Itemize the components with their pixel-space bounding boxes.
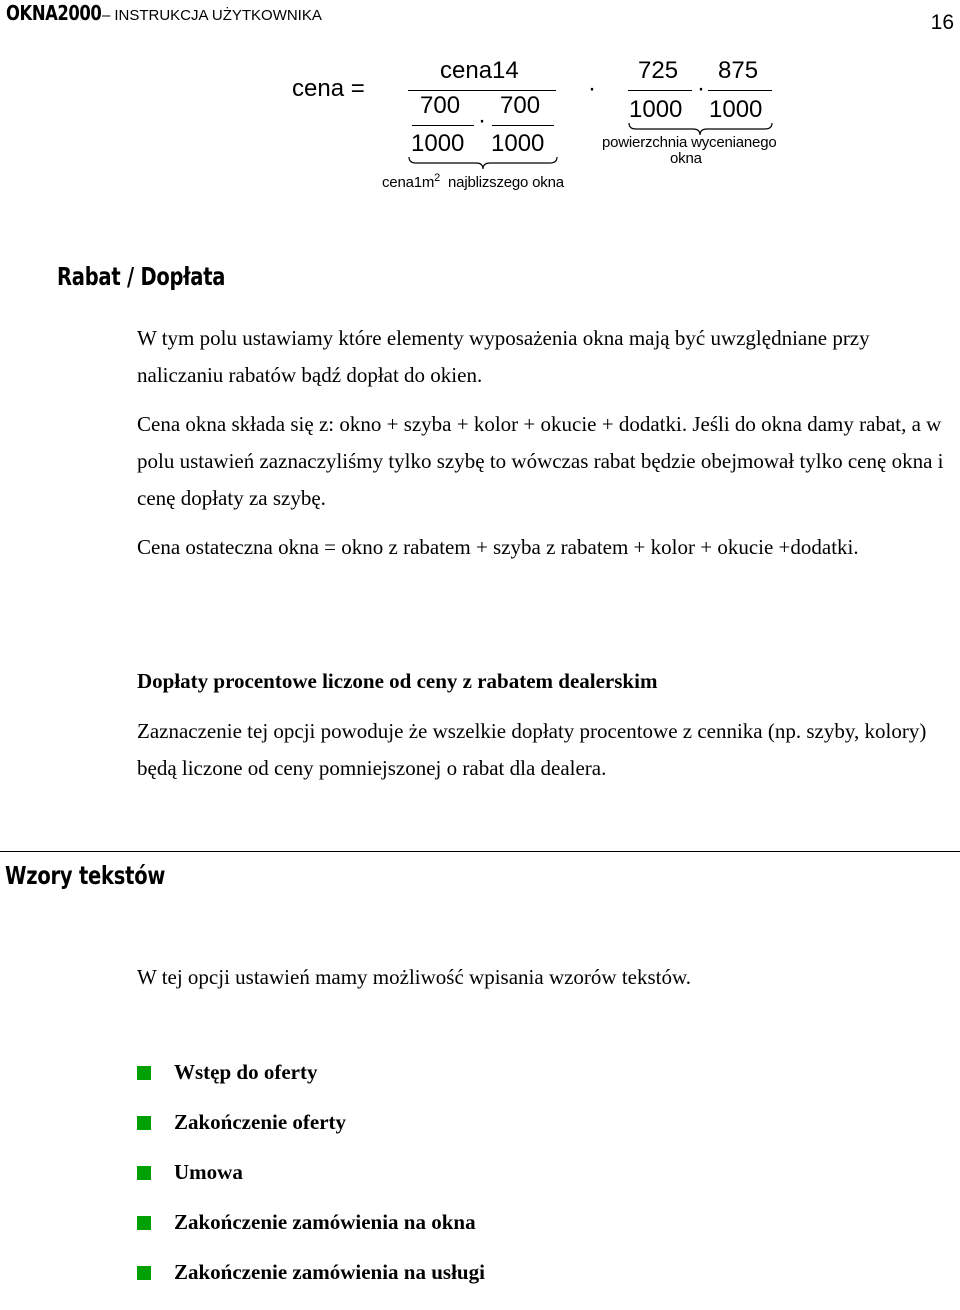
formula-frac-d-den: 1000	[709, 96, 763, 123]
bullet-square-icon	[137, 1216, 151, 1230]
formula-left-label	[382, 172, 564, 191]
formula-frac-b-bar	[492, 125, 554, 126]
wzory-text-1: W tej opcji ustawień mamy możliwość wpisania wzorów tekstów.	[137, 965, 692, 989]
formula-left-label-b: najblizszego okna	[448, 174, 564, 191]
formula-dot-2: ·	[588, 75, 596, 102]
formula-frac-b-num: 700	[500, 92, 541, 119]
formula-frac-a-bar	[412, 125, 474, 126]
formula-lhs: cena =	[292, 75, 365, 102]
rabat-text-4: Zaznaczenie tej opcji powoduje że wszelkie dopłaty procentowe z cennika (np. szyby, kolory) będą liczone od ceny pomniejszonej o rabat dla dealera.	[137, 719, 927, 780]
price-formula	[0, 0, 960, 200]
rabat-paragraph-2	[137, 406, 947, 517]
bullet-square-icon	[137, 1066, 151, 1080]
list-item-label: Zakończenie zamówienia na okna	[174, 1210, 476, 1234]
formula-frac-a-num: 700	[420, 92, 461, 119]
wzory-paragraph-1	[137, 959, 947, 996]
subheading-doplaty: Dopłaty procentowe liczone od ceny z rabatem dealerskim	[137, 669, 658, 693]
formula-main-fraction-bar	[408, 90, 556, 91]
header-brand: OKNA2000	[6, 1, 102, 25]
section-heading-wzory: Wzory tekstów	[5, 861, 166, 890]
list-item-label: Wstęp do oferty	[174, 1060, 318, 1084]
formula-frac-c-num: 725	[638, 57, 679, 84]
section-heading-rabat: Rabat / Dopłata	[57, 262, 226, 291]
bullet-square-icon	[137, 1166, 151, 1180]
rabat-text-2: Cena okna składa się z: okno + szyba + kolor + okucie + dodatki. Jeśli do okna damy rabat, a w polu ustawień zaznaczyliśmy tylko szybę to wówczas rabat będzie obejmował tylko cenę okna i cenę dopłaty za szybę.	[137, 412, 944, 510]
rabat-paragraph-1	[137, 320, 947, 394]
bullet-square-icon	[137, 1266, 151, 1280]
list-item-label: Zakończenie zamówienia na usługi	[174, 1260, 485, 1284]
header-title-text: INSTRUKCJA UŻYTKOWNIKA	[114, 7, 322, 24]
rabat-text-1: W tym polu ustawiamy które elementy wyposażenia okna mają być uwzględniane przy naliczaniu rabatów bądź dopłat do okien.	[137, 326, 870, 387]
formula-dot-3: ·	[697, 75, 705, 102]
formula-frac-b-den: 1000	[491, 130, 545, 157]
formula-frac-a-den: 1000	[411, 130, 465, 157]
list-item-label: Umowa	[174, 1160, 243, 1184]
rabat-paragraph-4	[137, 713, 947, 787]
formula-frac-d-num: 875	[718, 57, 759, 84]
section-divider	[0, 851, 960, 852]
formula-dot-1: ·	[478, 107, 486, 134]
bullet-square-icon	[137, 1116, 151, 1130]
formula-frac-c-bar	[628, 90, 692, 91]
rabat-text-3: Cena ostateczna okna = okno z rabatem + szyba z rabatem + kolor + okucie +dodatki.	[137, 535, 859, 559]
formula-right-label-1: powierzchnia wycenianego	[602, 134, 777, 151]
formula-frac-d-bar	[708, 90, 772, 91]
formula-left-label-a: cena1m	[382, 174, 435, 191]
header-dash: –	[102, 7, 111, 24]
formula-left-brace	[408, 156, 558, 170]
formula-frac-c-den: 1000	[629, 96, 683, 123]
formula-left-label-exp: 2	[434, 172, 441, 184]
list-item-label: Zakończenie oferty	[174, 1110, 347, 1134]
formula-numerator: cena14	[440, 57, 519, 84]
page-number: 16	[930, 11, 954, 34]
formula-right-label-2: okna	[670, 150, 702, 167]
rabat-paragraph-3	[137, 529, 947, 566]
